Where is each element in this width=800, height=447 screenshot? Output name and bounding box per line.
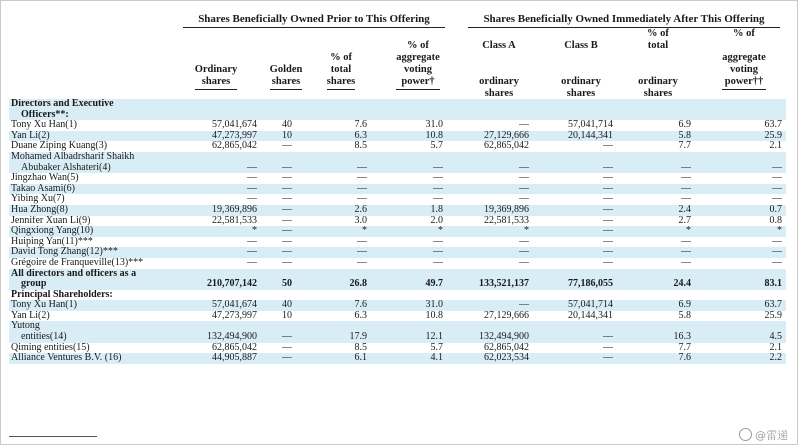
ownership-table <box>9 99 786 364</box>
table-cell: 77,186,055 <box>533 279 617 290</box>
table-cell: 5.8 <box>617 131 695 142</box>
table-cell: 2.0 <box>430 215 443 226</box>
table-cell: — <box>247 173 257 184</box>
col-header-class-a: Class A ordinary shares <box>466 40 532 102</box>
table-row <box>9 216 786 227</box>
table-cell: 7.7 <box>678 141 691 152</box>
row-label <box>9 216 181 227</box>
table-cell <box>617 152 695 163</box>
table-cell: — <box>247 257 257 268</box>
table-cell: — <box>313 184 371 195</box>
table-cell: — <box>261 353 313 364</box>
table-cell: 62,865,042 <box>484 342 529 353</box>
row-label-text: Duane Ziping Kuang(3) <box>11 141 108 152</box>
table-cell <box>617 290 695 301</box>
table-cell: — <box>261 184 313 195</box>
table-cell: 19,369,896 <box>181 205 261 216</box>
table-cell: 63.7 <box>764 120 782 131</box>
table-cell: — <box>181 247 261 258</box>
table-cell: 25.9 <box>695 131 786 142</box>
table-cell <box>261 110 313 121</box>
table-cell <box>695 290 786 301</box>
table-cell: 133,521,137 <box>447 279 533 290</box>
table-cell: 2.7 <box>678 215 691 226</box>
table-row <box>9 184 786 195</box>
table-cell: 7.6 <box>313 300 371 311</box>
table-cell: — <box>433 173 443 184</box>
table-row <box>9 290 786 301</box>
table-cell: — <box>695 184 786 195</box>
row-label <box>9 141 181 152</box>
table-cell: 22,581,533 <box>212 215 257 226</box>
table-cell <box>261 152 313 163</box>
table-row <box>9 332 786 343</box>
table-cell: — <box>533 353 617 364</box>
table-cell: — <box>247 236 257 247</box>
table-cell <box>181 110 261 121</box>
table-cell: — <box>282 257 292 268</box>
table-cell: 62,865,042 <box>212 141 257 152</box>
table-row <box>9 163 786 174</box>
table-cell <box>313 290 371 301</box>
table-cell <box>447 152 533 163</box>
table-cell: 8.5 <box>354 342 367 353</box>
table-cell: — <box>181 163 261 174</box>
row-label-text: Yutong <box>11 321 40 332</box>
table-cell: — <box>681 236 691 247</box>
row-label <box>9 353 181 364</box>
table-cell <box>181 269 261 280</box>
row-label <box>9 343 181 354</box>
table-cell <box>261 269 313 280</box>
table-cell: — <box>681 257 691 268</box>
table-cell: * <box>447 226 533 237</box>
table-cell: — <box>519 120 529 131</box>
row-label <box>9 237 181 248</box>
table-cell: 19,369,896 <box>447 205 533 216</box>
table-cell: 4.1 <box>371 353 447 364</box>
table-cell: — <box>433 236 443 247</box>
table-cell <box>695 152 786 163</box>
table-cell: 5.8 <box>678 310 691 321</box>
row-label-text: Yibing Xu(7) <box>11 194 65 205</box>
table-cell <box>695 269 786 280</box>
table-cell: 2.2 <box>695 353 786 364</box>
table-cell: — <box>533 205 617 216</box>
table-cell: 24.4 <box>617 279 695 290</box>
table-cell: — <box>533 247 617 258</box>
table-cell: 6.3 <box>354 310 367 321</box>
table-cell <box>695 321 786 332</box>
table-cell: 22,581,533 <box>484 215 529 226</box>
table-cell: — <box>603 141 613 152</box>
watermark-logo-icon <box>739 428 752 441</box>
table-cell: 26.8 <box>313 279 371 290</box>
table-cell: — <box>357 173 367 184</box>
table-cell: — <box>519 173 529 184</box>
table-cell: — <box>603 236 613 247</box>
table-cell: * <box>181 226 261 237</box>
table-row <box>9 300 786 311</box>
row-label <box>9 300 181 311</box>
table-row <box>9 120 786 131</box>
table-row <box>9 194 786 205</box>
table-row <box>9 205 786 216</box>
table-cell: 40 <box>282 120 292 131</box>
table-row <box>9 141 786 152</box>
table-cell: 10.8 <box>425 310 443 321</box>
table-row <box>9 110 786 121</box>
table-cell <box>313 269 371 280</box>
row-label <box>9 131 181 142</box>
table-cell: — <box>603 173 613 184</box>
table-cell <box>695 99 786 110</box>
row-label <box>9 332 181 343</box>
table-cell <box>617 110 695 121</box>
table-cell: — <box>433 257 443 268</box>
table-cell: — <box>519 194 529 205</box>
row-label <box>9 163 181 174</box>
table-cell <box>371 321 447 332</box>
table-cell: 31.0 <box>371 300 447 311</box>
table-cell: 5.7 <box>430 141 443 152</box>
table-cell: 62,865,042 <box>212 342 257 353</box>
row-label-text: Qiming entities(15) <box>11 342 90 353</box>
table-cell: — <box>695 247 786 258</box>
table-cell <box>447 321 533 332</box>
table-cell <box>533 152 617 163</box>
row-label-text: Qingxiong Yang(10) <box>11 226 94 237</box>
table-cell: 3.0 <box>354 215 367 226</box>
row-label-text: Officers**: <box>21 109 69 120</box>
table-cell: — <box>519 257 529 268</box>
table-cell: 25.9 <box>764 310 782 321</box>
table-cell: — <box>433 194 443 205</box>
row-label-text: Alliance Ventures B.V. (16) <box>11 353 122 364</box>
row-label-text: Mohamed Albadrsharif Shaikh <box>11 151 135 162</box>
row-label <box>9 269 181 280</box>
table-cell: 83.1 <box>695 279 786 290</box>
table-cell: 2.1 <box>769 141 782 152</box>
table-cell: — <box>533 226 617 237</box>
table-cell: — <box>371 247 447 258</box>
table-row <box>9 258 786 269</box>
table-cell: 49.7 <box>371 279 447 290</box>
table-cell: — <box>695 163 786 174</box>
table-row <box>9 343 786 354</box>
col-header-pct-voting: % of aggregate voting power† <box>386 40 450 90</box>
table-cell: — <box>447 247 533 258</box>
table-cell: — <box>681 194 691 205</box>
table-cell: 6.3 <box>313 131 371 142</box>
table-cell: — <box>603 194 613 205</box>
table-cell: 57,041,674 <box>212 120 257 131</box>
watermark: @雷递 <box>739 427 788 443</box>
row-label-text: Tony Xu Han(1) <box>11 300 77 311</box>
table-cell: — <box>533 163 617 174</box>
row-label <box>9 110 181 121</box>
row-label <box>9 194 181 205</box>
table-cell: 210,707,142 <box>181 279 261 290</box>
table-cell <box>313 110 371 121</box>
table-cell <box>695 110 786 121</box>
table-cell: 10 <box>261 131 313 142</box>
table-cell: 132,494,900 <box>447 332 533 343</box>
row-label-text: Tony Xu Han(1) <box>11 120 77 131</box>
table-cell: — <box>261 226 313 237</box>
row-label <box>9 247 181 258</box>
table-cell: — <box>282 141 292 152</box>
table-cell: 62,023,534 <box>447 353 533 364</box>
table-cell: — <box>282 215 292 226</box>
table-cell <box>617 269 695 280</box>
table-cell: 31.0 <box>425 120 443 131</box>
table-cell: 12.1 <box>371 332 447 343</box>
table-cell: 6.9 <box>617 300 695 311</box>
table-cell <box>617 99 695 110</box>
table-row <box>9 269 786 280</box>
table-cell <box>447 269 533 280</box>
table-cell: * <box>371 226 447 237</box>
table-cell: 4.5 <box>695 332 786 343</box>
col-header-class-b: Class B ordinary shares <box>546 40 616 102</box>
table-cell <box>533 269 617 280</box>
table-cell: — <box>357 257 367 268</box>
table-cell: 44,905,887 <box>181 353 261 364</box>
table-cell: — <box>447 184 533 195</box>
table-cell: — <box>772 257 782 268</box>
table-cell: 5.7 <box>430 342 443 353</box>
table-cell <box>371 152 447 163</box>
table-cell: — <box>261 205 313 216</box>
table-cell: — <box>357 194 367 205</box>
table-row <box>9 321 786 332</box>
table-cell: 1.8 <box>371 205 447 216</box>
table-cell: 20,144,341 <box>533 131 617 142</box>
table-cell: — <box>247 194 257 205</box>
table-cell: — <box>282 194 292 205</box>
table-row <box>9 353 786 364</box>
table-row <box>9 152 786 163</box>
table-cell: 6.9 <box>678 120 691 131</box>
table-cell: — <box>603 215 613 226</box>
table-cell: 10.8 <box>371 131 447 142</box>
row-label-text: Grégoire de Franqueville(13)*** <box>11 257 144 268</box>
table-cell <box>447 99 533 110</box>
row-label <box>9 321 181 332</box>
table-cell <box>261 321 313 332</box>
row-label <box>9 311 181 322</box>
group-header-after: Shares Beneficially Owned Immediately After This Offering <box>468 13 780 28</box>
table-cell <box>261 290 313 301</box>
table-cell: — <box>261 332 313 343</box>
row-label <box>9 120 181 131</box>
table-cell: 47,273,997 <box>212 310 257 321</box>
row-label-text: Jennifer Xuan Li(9) <box>11 215 91 226</box>
table-cell <box>617 321 695 332</box>
table-cell: 57,041,674 <box>181 300 261 311</box>
table-row <box>9 173 786 184</box>
table-cell: — <box>181 184 261 195</box>
table-cell: 6.1 <box>313 353 371 364</box>
table-cell: 7.6 <box>617 353 695 364</box>
row-label-text: entities(14) <box>21 332 67 343</box>
table-cell: * <box>313 226 371 237</box>
row-label <box>9 205 181 216</box>
table-cell: 17.9 <box>313 332 371 343</box>
table-cell <box>181 99 261 110</box>
table-cell: 47,273,997 <box>181 131 261 142</box>
table-cell <box>371 110 447 121</box>
row-label <box>9 173 181 184</box>
table-cell: 0.8 <box>769 215 782 226</box>
table-cell: — <box>357 236 367 247</box>
row-label <box>9 279 181 290</box>
table-cell: — <box>282 173 292 184</box>
table-cell: 7.6 <box>354 120 367 131</box>
table-cell: 2.4 <box>617 205 695 216</box>
table-cell: 57,041,714 <box>533 300 617 311</box>
table-row <box>9 131 786 142</box>
table-cell: * <box>695 226 786 237</box>
row-label-text: Principal Shareholders: <box>11 289 113 300</box>
table-cell <box>533 99 617 110</box>
footnote-rule <box>9 436 97 437</box>
table-cell: — <box>519 236 529 247</box>
table-cell: * <box>617 226 695 237</box>
col-header-pct-total: % of total shares <box>318 52 364 90</box>
table-cell: — <box>617 163 695 174</box>
table-cell: — <box>617 184 695 195</box>
table-cell <box>181 152 261 163</box>
table-cell: 10 <box>282 310 292 321</box>
col-header-pct-voting-after: % of aggregate voting power†† <box>708 28 780 90</box>
table-cell: — <box>261 163 313 174</box>
row-label-text: Hua Zhong(8) <box>11 204 68 215</box>
table-row <box>9 226 786 237</box>
col-header-golden: Golden shares <box>262 64 310 90</box>
row-label <box>9 290 181 301</box>
row-label-text: Huiping Yan(11)*** <box>11 236 93 247</box>
row-label-text: Takao Asami(6) <box>11 183 76 194</box>
row-label-text: Abubaker Alshateri(4) <box>21 162 111 173</box>
row-label-text: Directors and Executive <box>11 99 114 109</box>
row-label-text: Yan Li(2) <box>11 310 50 321</box>
table-cell: — <box>261 247 313 258</box>
col-header-pct-total-after: % of total ordinary shares <box>628 28 688 102</box>
table-cell: — <box>282 236 292 247</box>
table-cell: 7.7 <box>678 342 691 353</box>
row-label <box>9 226 181 237</box>
table-cell: 57,041,714 <box>568 120 613 131</box>
row-label <box>9 258 181 269</box>
table-cell: — <box>313 163 371 174</box>
table-cell <box>447 110 533 121</box>
table-row <box>9 237 786 248</box>
table-cell <box>261 99 313 110</box>
table-cell: 63.7 <box>695 300 786 311</box>
table-cell: — <box>447 163 533 174</box>
table-cell <box>447 290 533 301</box>
table-cell: 27,129,666 <box>447 131 533 142</box>
table-cell <box>371 269 447 280</box>
table-cell: — <box>772 236 782 247</box>
table-cell: — <box>313 247 371 258</box>
table-cell: — <box>772 173 782 184</box>
col-header-ordinary: Ordinary shares <box>186 64 246 90</box>
table-cell <box>533 321 617 332</box>
table-cell: — <box>533 184 617 195</box>
table-row <box>9 247 786 258</box>
table-cell <box>181 321 261 332</box>
table-cell: 20,144,341 <box>568 310 613 321</box>
table-cell: — <box>681 173 691 184</box>
table-cell: 2.1 <box>769 342 782 353</box>
row-label <box>9 184 181 195</box>
table-cell <box>313 152 371 163</box>
table-cell <box>181 290 261 301</box>
table-cell <box>313 99 371 110</box>
table-cell: — <box>603 342 613 353</box>
table-cell: — <box>371 163 447 174</box>
row-label-text: Yan Li(2) <box>11 130 50 141</box>
table-cell: 62,865,042 <box>484 141 529 152</box>
table-cell: — <box>447 300 533 311</box>
table-cell: 0.7 <box>695 205 786 216</box>
row-label-text: group <box>21 279 47 290</box>
group-header-prior: Shares Beneficially Owned Prior to This Offering <box>183 13 445 28</box>
table-row <box>9 99 786 110</box>
table-cell: — <box>282 342 292 353</box>
table-cell: — <box>603 257 613 268</box>
table-row <box>9 311 786 322</box>
table-cell <box>533 290 617 301</box>
table-cell: — <box>617 247 695 258</box>
table-cell: 8.5 <box>354 141 367 152</box>
table-cell: 50 <box>261 279 313 290</box>
row-label-text: Jingzhao Wan(5) <box>11 173 79 184</box>
table-cell: — <box>772 194 782 205</box>
row-label-text: All directors and officers as a <box>11 268 137 279</box>
table-cell <box>371 99 447 110</box>
table-cell: — <box>533 332 617 343</box>
table-cell <box>533 110 617 121</box>
table-cell <box>371 290 447 301</box>
table-cell <box>313 321 371 332</box>
table-cell: 40 <box>261 300 313 311</box>
table-cell: 27,129,666 <box>484 310 529 321</box>
table-cell: 132,494,900 <box>181 332 261 343</box>
row-label <box>9 152 181 163</box>
table-cell: — <box>371 184 447 195</box>
row-label-text: David Tong Zhang(12)*** <box>11 247 118 258</box>
table-row <box>9 279 786 290</box>
table-cell: 2.6 <box>313 205 371 216</box>
row-label <box>9 99 181 110</box>
table-cell: 16.3 <box>617 332 695 343</box>
